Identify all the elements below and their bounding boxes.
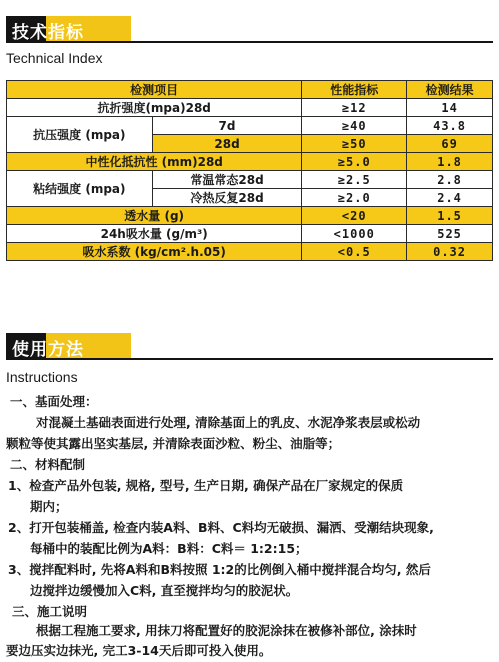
table-header-row	[7, 81, 493, 99]
tech-section-header	[6, 16, 131, 42]
tech-section-subtitle: Technical Index	[6, 50, 103, 66]
row-label: 透水量 (g)	[7, 207, 302, 225]
row-label: 吸水系数 (kg/cm².h.05)	[7, 243, 302, 261]
row-label: 抗折强度(mpa)28d	[7, 99, 302, 117]
tech-title-part1: 技术	[12, 23, 48, 43]
table-row	[7, 153, 493, 171]
table-row	[7, 207, 493, 225]
table-row	[7, 243, 493, 261]
header-spec: 性能指标	[302, 81, 407, 99]
row-spec: ≥2.5	[302, 171, 407, 189]
row-group-label: 抗压强度 (mpa)	[7, 117, 153, 153]
table-row	[7, 117, 493, 135]
row-spec: ≥12	[302, 99, 407, 117]
tech-section-title	[12, 18, 84, 43]
usage-section-title	[12, 335, 84, 360]
usage-title-part1: 使用	[12, 340, 48, 360]
instruction-line: 1、检查产品外包装, 规格, 型号, 生产日期, 确保产品在厂家规定的保质	[8, 478, 404, 493]
instruction-line: 根据工程施工要求, 用抹刀将配置好的胶泥涂抹在被修补部位, 涂抹时	[36, 623, 417, 638]
instruction-line: 每桶中的装配比例为A料：B料：C料＝ 1:2:15；	[30, 541, 308, 556]
row-label: 中性化抵抗性 (mm)28d	[7, 153, 302, 171]
tech-section-rule	[6, 41, 493, 43]
instruction-line: 二、材料配制	[10, 457, 86, 472]
instruction-line: 要边压实边抹光, 完工3-14天后即可投入使用。	[6, 643, 272, 658]
row-result: 2.4	[407, 189, 493, 207]
row-spec: ≥40	[302, 117, 407, 135]
row-result: 2.8	[407, 171, 493, 189]
row-label: 24h吸水量 (g/m³)	[7, 225, 302, 243]
row-result: 14	[407, 99, 493, 117]
row-spec: <0.5	[302, 243, 407, 261]
table-row	[7, 225, 493, 243]
row-spec: <20	[302, 207, 407, 225]
tech-title-part2: 指标	[48, 23, 84, 43]
row-result: 525	[407, 225, 493, 243]
row-spec: ≥2.0	[302, 189, 407, 207]
row-sub-label: 28d	[152, 135, 302, 153]
instruction-line: 三、施工说明	[12, 604, 88, 619]
row-sub-label: 7d	[152, 117, 302, 135]
header-result: 检测结果	[407, 81, 493, 99]
instruction-line: 期内；	[30, 499, 68, 514]
row-group-label: 粘结强度 (mpa)	[7, 171, 153, 207]
usage-section-subtitle: Instructions	[6, 369, 78, 385]
instruction-line: 对混凝土基础表面进行处理, 清除基面上的乳皮、水泥净浆表层或松动	[36, 415, 421, 430]
row-spec: ≥50	[302, 135, 407, 153]
row-result: 43.8	[407, 117, 493, 135]
row-result: 1.5	[407, 207, 493, 225]
row-sub-label: 常温常态28d	[152, 171, 302, 189]
row-spec: ≥5.0	[302, 153, 407, 171]
instruction-line: 颗粒等使其露出坚实基层, 并清除表面沙粒、粉尘、油脂等；	[6, 436, 341, 451]
instruction-line: 一、基面处理：	[10, 394, 98, 409]
row-sub-label: 冷热反复28d	[152, 189, 302, 207]
instruction-line: 2、打开包装桶盖, 检查内装A料、B料、C料均无破损、漏洒、受潮结块现象,	[8, 520, 434, 535]
table-row	[7, 171, 493, 189]
row-result: 69	[407, 135, 493, 153]
instruction-line: 边搅拌边缓慢加入C料, 直至搅拌均匀的胶泥状。	[30, 583, 299, 598]
instruction-line: 3、搅拌配料时, 先将A料和B料按照 1:2的比例倒入桶中搅拌混合均匀, 然后	[8, 562, 431, 577]
table-row	[7, 99, 493, 117]
spec-table	[6, 80, 493, 261]
usage-section-header	[6, 333, 131, 359]
row-result: 1.8	[407, 153, 493, 171]
row-spec: <1000	[302, 225, 407, 243]
usage-title-part2: 方法	[48, 340, 84, 360]
usage-section-rule	[6, 358, 493, 360]
row-result: 0.32	[407, 243, 493, 261]
header-item: 检测项目	[7, 81, 302, 99]
